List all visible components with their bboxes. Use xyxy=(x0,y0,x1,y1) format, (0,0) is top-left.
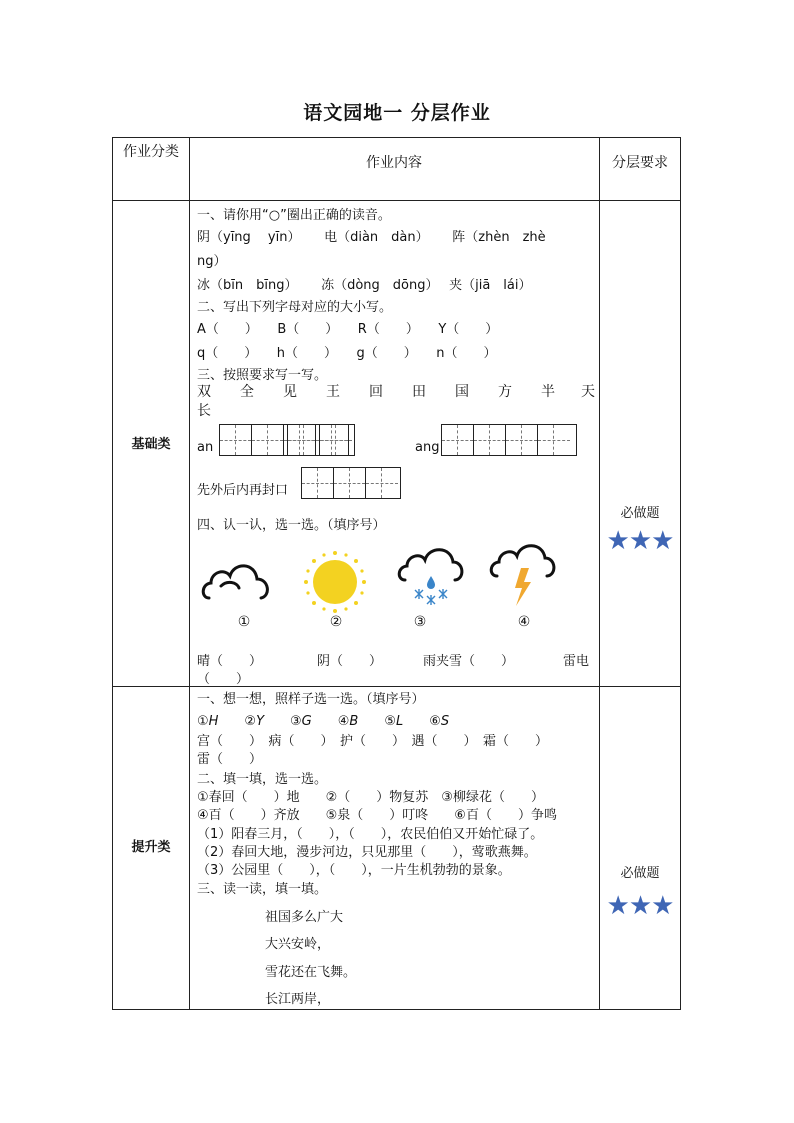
word-char: 见 xyxy=(283,384,297,400)
word-char: 回 xyxy=(369,384,383,400)
sentence-line: （1）阳春三月，（ ），（ ），农民伯伯又开始忙碌了。 xyxy=(197,827,544,842)
poem-line: 大兴安岭， xyxy=(265,937,331,952)
letter-options: ①H ②Y ③G ④B ⑤L ⑥S xyxy=(197,714,450,729)
word-char: 国 xyxy=(455,384,469,400)
fengkou-label: 先外后内再封口 xyxy=(197,483,289,498)
poem-line: 祖国多么广大 xyxy=(265,910,344,925)
column-divider xyxy=(189,138,190,1009)
weather-number: ② xyxy=(329,614,343,630)
answer-thunder: 雷电 xyxy=(563,654,590,669)
writing-grid[interactable] xyxy=(301,467,401,499)
answer-cloudy: 阴（ ） xyxy=(317,654,383,669)
word-char: 王 xyxy=(326,384,340,400)
word-char: 长 xyxy=(197,403,211,419)
q3-prompt: 三、按照要求写一写。 xyxy=(197,368,328,383)
letter-line: q（ ） h（ ） g（ ） n（ ） xyxy=(197,346,497,361)
cloud-icon xyxy=(201,552,273,608)
answer-thunder-blank: （ ） xyxy=(197,672,250,687)
an-label: an xyxy=(197,440,214,455)
poem-line: 长江两岸， xyxy=(265,992,331,1007)
thunder-icon xyxy=(487,538,557,610)
weather-number: ① xyxy=(237,614,251,630)
word-char: 田 xyxy=(412,384,426,400)
word-char: 天 xyxy=(581,384,595,400)
pinyin-line: 阴（yīng yīn） 电（diàn dàn） 阵（zhèn zhè xyxy=(197,230,546,245)
sentence-line: （3）公园里（ ），（ ），一片生机勃勃的景象。 xyxy=(197,863,511,878)
weather-number: ④ xyxy=(517,614,531,630)
category-advanced: 提升类 xyxy=(131,840,171,855)
requirement-basic: 必做题 xyxy=(620,506,660,521)
writing-grid[interactable] xyxy=(441,424,577,456)
s2-q2-prompt: 二、填一填，选一选。 xyxy=(197,772,328,787)
header-content: 作业内容 xyxy=(366,155,422,171)
answer-sleet: 雨夹雪（ ） xyxy=(423,654,515,669)
sun-icon xyxy=(303,550,367,614)
header-category: 作业分类 xyxy=(123,144,179,160)
pinyin-line: 冰（bīn bīng） 冻（dòng dōng） 夹（jiā lái） xyxy=(197,278,532,293)
poem-line: 雪花还在飞舞。 xyxy=(265,965,357,980)
letter-line: A（ ） B（ ） R（ ） Y（ ） xyxy=(197,322,499,337)
idiom-line: ④百（ ）齐放 ⑤泉（ ）叮咚 ⑥百（ ）争鸣 xyxy=(197,808,557,823)
word-char-row xyxy=(197,381,593,401)
char-line: 雷（ ） xyxy=(197,752,263,767)
page-title: 语文园地一 分层作业 xyxy=(303,102,491,124)
char-line: 宫（ ） 病（ ） 护（ ） 遇（ ） 霜（ ） xyxy=(197,734,549,749)
header-requirement: 分层要求 xyxy=(612,155,668,171)
word-char: 双 xyxy=(197,384,211,400)
q2-prompt: 二、写出下列字母对应的大小写。 xyxy=(197,300,393,315)
weather-number: ③ xyxy=(413,614,427,630)
q4-prompt: 四、认一认，选一选。（填序号） xyxy=(197,518,386,533)
s2-q1-prompt: 一、想一想，照样子选一选。（填序号） xyxy=(197,692,425,707)
ang-label: ang xyxy=(415,440,440,455)
category-basic: 基础类 xyxy=(131,437,171,452)
row-divider xyxy=(113,200,680,201)
sentence-line: （2）春回大地，漫步河边，只见那里（ ），莺歌燕舞。 xyxy=(197,845,537,860)
requirement-advanced: 必做题 xyxy=(620,866,660,881)
word-char: 全 xyxy=(240,384,254,400)
star-rating-advanced: ★★★ xyxy=(606,891,674,921)
idiom-line: ①春回（ ）地 ②（ ）物复苏 ③柳绿花（ ） xyxy=(197,790,544,805)
s2-q3-prompt: 三、读一读，填一填。 xyxy=(197,882,328,897)
writing-grid[interactable] xyxy=(287,424,355,456)
answer-sunny: 晴（ ） xyxy=(197,654,263,669)
word-char: 方 xyxy=(498,384,512,400)
pinyin-line: ng） xyxy=(197,254,227,269)
homework-table xyxy=(112,137,681,1010)
q1-prompt: 一、请你用“○”圈出正确的读音。 xyxy=(197,208,391,223)
star-rating-basic: ★★★ xyxy=(606,526,674,556)
word-char: 半 xyxy=(541,384,555,400)
snow-rain-icon xyxy=(395,542,465,608)
